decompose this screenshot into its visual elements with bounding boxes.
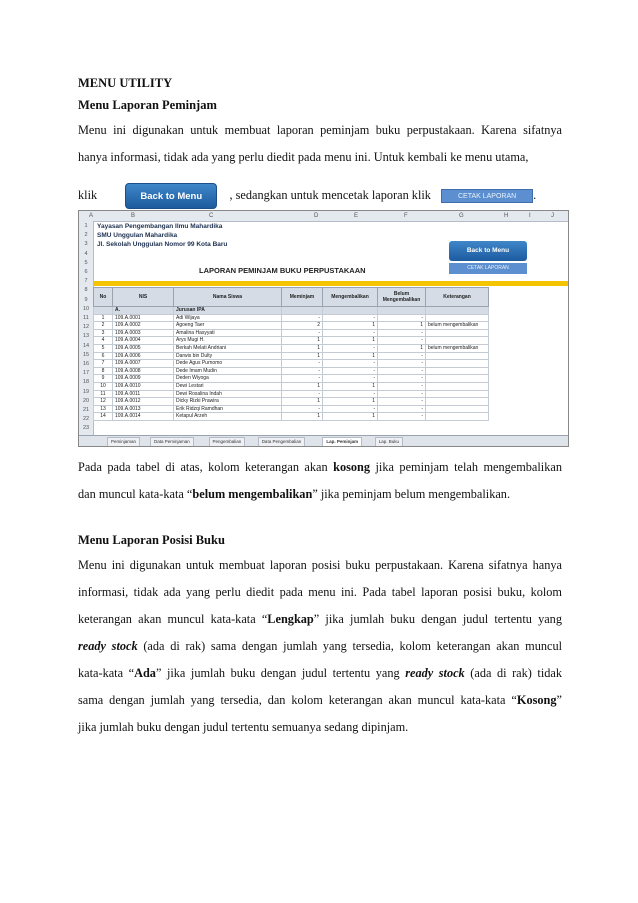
column-header-bar bbox=[79, 211, 568, 222]
row-number: 15 bbox=[82, 351, 90, 358]
table-cell: 10 bbox=[94, 382, 113, 390]
text-run: kata-kata “ bbox=[78, 666, 135, 680]
row-number: 7 bbox=[84, 278, 88, 285]
table-row bbox=[94, 382, 489, 390]
table-cell: Dewi Rosalina Indah bbox=[174, 390, 282, 398]
table-cell: Dede Agus Purnomo bbox=[174, 360, 282, 368]
text-run: Pada pada tabel di atas, kolom keterangan akan bbox=[78, 460, 334, 474]
table-cell: 13 bbox=[94, 405, 113, 413]
column-letter: G bbox=[459, 213, 464, 219]
bold-text: ready stock bbox=[78, 639, 138, 653]
table-cell: Erik Ridzqi Ramdhan bbox=[174, 405, 282, 413]
row-number: 19 bbox=[82, 388, 90, 395]
table-body bbox=[94, 307, 489, 421]
sheet-tab[interactable]: Pengembalian bbox=[209, 437, 246, 447]
table-cell: 4 bbox=[94, 337, 113, 345]
paragraph-line bbox=[78, 481, 562, 508]
row-number: 17 bbox=[82, 370, 90, 377]
table-cell: Dewi Lestari bbox=[174, 382, 282, 390]
paragraph-line bbox=[78, 687, 562, 714]
table-cell: 1 bbox=[282, 398, 323, 406]
row-number: 10 bbox=[82, 305, 90, 312]
section-subtitle-2: Menu Laporan Posisi Buku bbox=[78, 533, 225, 547]
table-row bbox=[94, 375, 489, 383]
text-run: ” bbox=[556, 693, 562, 707]
table-cell: - bbox=[378, 390, 426, 398]
table-cell bbox=[426, 314, 489, 322]
table-cell: - bbox=[282, 314, 323, 322]
table-cell: 1 bbox=[323, 382, 378, 390]
table-cell bbox=[426, 352, 489, 360]
row-number: 9 bbox=[84, 296, 88, 303]
row-number: 13 bbox=[82, 333, 90, 340]
instruction-text: , sedangkan untuk mencetak laporan klik bbox=[229, 188, 431, 202]
table-cell: Agoeng Taer bbox=[174, 322, 282, 330]
report-table bbox=[93, 287, 489, 421]
bold-text: kosong bbox=[333, 460, 371, 474]
table-cell: - bbox=[378, 337, 426, 345]
column-header: Keterangan bbox=[426, 288, 489, 307]
row-number: 18 bbox=[82, 379, 90, 386]
table-cell: - bbox=[323, 367, 378, 375]
row-number: 22 bbox=[82, 416, 90, 423]
table-row bbox=[94, 367, 489, 375]
section-subtitle: Menu Laporan Peminjam bbox=[78, 98, 217, 112]
table-cell: 12 bbox=[94, 398, 113, 406]
column-letter: A bbox=[89, 213, 94, 219]
row-number: 23 bbox=[82, 425, 90, 432]
table-cell: Jurusan IPA bbox=[174, 307, 282, 315]
table-cell: 109.A.0011 bbox=[113, 390, 174, 398]
table-cell: 1 bbox=[282, 344, 323, 352]
text-run: keterangan akan muncul kata-kata “ bbox=[78, 612, 268, 626]
table-cell: - bbox=[323, 329, 378, 337]
table-cell bbox=[426, 405, 489, 413]
table-row bbox=[94, 337, 489, 345]
row-header-bar bbox=[79, 221, 94, 436]
column-letter: B bbox=[131, 213, 136, 219]
text-run: jika peminjam telah mengembalikan bbox=[370, 460, 562, 474]
text-run: ” jika jumlah buku dengan judul tertentu yang bbox=[313, 612, 562, 626]
table-cell: Dede Imam Mudin bbox=[174, 367, 282, 375]
sheet-tab[interactable]: Data Pengembalian bbox=[258, 437, 306, 447]
table-cell: - bbox=[282, 329, 323, 337]
bold-text: Lengkap bbox=[267, 612, 314, 626]
intro-paragraph bbox=[78, 117, 562, 171]
table-cell: - bbox=[378, 375, 426, 383]
report-title: LAPORAN PEMINJAM BUKU PERPUSTAKAAN bbox=[199, 266, 366, 275]
table-cell: - bbox=[378, 352, 426, 360]
row-number: 11 bbox=[83, 315, 89, 321]
table-cell: Arys Mugi H. bbox=[174, 337, 282, 345]
sheet-tab[interactable]: Lap. Peminjam bbox=[322, 437, 362, 447]
text-run: dan muncul kata-kata “ bbox=[78, 487, 193, 501]
table-cell: 109.A.0005 bbox=[113, 344, 174, 352]
table-cell: - bbox=[323, 314, 378, 322]
table-cell: - bbox=[282, 360, 323, 368]
table-cell bbox=[426, 329, 489, 337]
table-cell: 109.A.0001 bbox=[113, 314, 174, 322]
table-cell bbox=[323, 307, 378, 315]
bold-text: ready stock bbox=[405, 666, 465, 680]
table-cell: Ketapul Arzeh bbox=[174, 413, 282, 421]
column-header: Meminjam bbox=[282, 288, 323, 307]
sheet-cetak-laporan-button[interactable]: CETAK LAPORAN bbox=[449, 263, 527, 274]
paragraph-line bbox=[78, 606, 562, 633]
paragraph-line bbox=[78, 660, 562, 687]
table-cell: 109.A.0004 bbox=[113, 337, 174, 345]
table-cell: - bbox=[323, 390, 378, 398]
table-cell: 9 bbox=[94, 375, 113, 383]
table-cell: 1 bbox=[282, 352, 323, 360]
row-number: 3 bbox=[84, 241, 88, 248]
table-cell: - bbox=[378, 382, 426, 390]
table-cell bbox=[426, 360, 489, 368]
row-number: 1 bbox=[84, 223, 88, 229]
row-number: 14 bbox=[82, 342, 90, 349]
column-header: Mengembalikan bbox=[323, 288, 378, 307]
table-row bbox=[94, 352, 489, 360]
table-header-row bbox=[94, 288, 489, 307]
table-row bbox=[94, 344, 489, 352]
column-letter: C bbox=[209, 213, 214, 219]
sheet-tab[interactable]: Lap. Buku bbox=[375, 437, 403, 447]
paragraph-line bbox=[78, 633, 562, 660]
table-cell bbox=[426, 367, 489, 375]
table-cell: 109.A.0010 bbox=[113, 382, 174, 390]
sheet-tabs-bar bbox=[79, 435, 568, 446]
table-cell: 1 bbox=[323, 352, 378, 360]
table-cell: - bbox=[378, 367, 426, 375]
column-letter: E bbox=[354, 213, 359, 219]
table-row bbox=[94, 360, 489, 368]
text-run: ” jika peminjam belum mengembalikan. bbox=[312, 487, 511, 501]
table-cell: 7 bbox=[94, 360, 113, 368]
sheet-tab[interactable]: Data Peminjaman bbox=[150, 437, 194, 447]
table-cell: 109.A.0007 bbox=[113, 360, 174, 368]
cetak-laporan-button[interactable]: CETAK LAPORAN bbox=[441, 189, 533, 203]
bold-text: belum mengembalikan bbox=[192, 487, 313, 501]
table-cell: 1 bbox=[323, 322, 378, 330]
back-to-menu-button[interactable]: Back to Menu bbox=[125, 183, 217, 209]
table-cell: 1 bbox=[323, 413, 378, 421]
row-number: 21 bbox=[82, 407, 90, 413]
table-cell: 1 bbox=[282, 382, 323, 390]
school-name: Yayasan Pengembangan Ilmu Mahardika bbox=[97, 223, 223, 230]
table-cell bbox=[426, 398, 489, 406]
group-row bbox=[94, 307, 489, 315]
text-run: (ada di rak) sama dengan jumlah yang tersedia, kolom keterangan akan muncul bbox=[137, 639, 563, 653]
paragraph-line bbox=[78, 552, 562, 579]
table-cell: - bbox=[282, 390, 323, 398]
table-cell bbox=[426, 413, 489, 421]
column-letter: I bbox=[529, 213, 531, 219]
table-row bbox=[94, 405, 489, 413]
table-cell: Deden Wiyoga bbox=[174, 375, 282, 383]
table-cell: - bbox=[323, 360, 378, 368]
table-cell: - bbox=[378, 413, 426, 421]
bold-text: Kosong bbox=[516, 693, 557, 707]
table-cell: Amalina Hasyyati bbox=[174, 329, 282, 337]
table-cell: 1 bbox=[282, 337, 323, 345]
table-cell: - bbox=[323, 344, 378, 352]
text-run: jika jumlah buku dengan judul tertentu semuanya sedang dipinjam. bbox=[78, 720, 409, 734]
button-instruction-line bbox=[78, 180, 562, 210]
table-row bbox=[94, 314, 489, 322]
table-cell: - bbox=[378, 314, 426, 322]
row-number: 12 bbox=[82, 324, 90, 331]
row-number: 20 bbox=[82, 397, 90, 404]
paragraph-line bbox=[78, 714, 562, 741]
table-cell: 109.A.0002 bbox=[113, 322, 174, 330]
table-cell: 1 bbox=[323, 337, 378, 345]
table-cell: - bbox=[323, 375, 378, 383]
text-run: Menu ini digunakan untuk membuat laporan posisi buku perpustakaan. Karena sifatnya hanya bbox=[78, 558, 562, 572]
table-row bbox=[94, 390, 489, 398]
column-header: Belum Mengembalikan bbox=[378, 288, 426, 307]
column-header: No bbox=[94, 288, 113, 307]
table-cell bbox=[426, 307, 489, 315]
table-cell: 109.A.0014 bbox=[113, 413, 174, 421]
table-cell: 1 bbox=[94, 314, 113, 322]
table-cell bbox=[426, 375, 489, 383]
table-cell: 1 bbox=[282, 413, 323, 421]
table-cell: Adi Wijaya bbox=[174, 314, 282, 322]
text-run: (ada di rak) tidak bbox=[464, 666, 563, 680]
row-number: 8 bbox=[84, 287, 88, 294]
table-cell: 14 bbox=[94, 413, 113, 421]
table-cell: 109.A.0009 bbox=[113, 375, 174, 383]
klik-text: klik bbox=[78, 188, 98, 202]
table-cell bbox=[426, 382, 489, 390]
text-run: ” jika jumlah buku dengan judul tertentu yang bbox=[155, 666, 406, 680]
row-number: 16 bbox=[82, 361, 90, 367]
table-cell: 109.A.0012 bbox=[113, 398, 174, 406]
highlight-row bbox=[93, 281, 568, 286]
table-cell: Darwis bin Dulty bbox=[174, 352, 282, 360]
table-cell: 2 bbox=[94, 322, 113, 330]
table-row bbox=[94, 322, 489, 330]
table-cell: belum mengembalikan bbox=[426, 344, 489, 352]
sheet-back-to-menu-button[interactable]: Back to Menu bbox=[449, 241, 527, 261]
table-cell bbox=[282, 307, 323, 315]
table-row bbox=[94, 329, 489, 337]
table-cell: - bbox=[378, 360, 426, 368]
table-cell: 109.A.0008 bbox=[113, 367, 174, 375]
table-cell: - bbox=[282, 375, 323, 383]
school-unit: SMU Unggulan Mahardika bbox=[97, 232, 178, 239]
table-cell: 8 bbox=[94, 367, 113, 375]
school-address: Jl. Sekolah Unggulan Nomor 99 Kota Baru bbox=[97, 241, 228, 248]
table-cell: - bbox=[282, 405, 323, 413]
table-cell: 5 bbox=[94, 344, 113, 352]
sheet-tab[interactable]: Peminjaman bbox=[107, 437, 140, 447]
table-cell: - bbox=[378, 405, 426, 413]
table-cell: - bbox=[282, 367, 323, 375]
table-cell: belum mengembalikan bbox=[426, 322, 489, 330]
table-cell: 1 bbox=[378, 344, 426, 352]
table-cell: 1 bbox=[378, 322, 426, 330]
paragraph-line: hanya informasi, tidak ada yang perlu diedit pada menu ini. Untuk kembali ke menu utama, bbox=[78, 150, 529, 164]
row-number: 2 bbox=[84, 232, 88, 239]
table-cell: 1 bbox=[323, 398, 378, 406]
table-row bbox=[94, 413, 489, 421]
table-cell: 6 bbox=[94, 352, 113, 360]
table-cell bbox=[426, 390, 489, 398]
table-cell: Berkah Melati Andriani bbox=[174, 344, 282, 352]
column-letter: J bbox=[551, 213, 554, 219]
section-title: MENU UTILITY bbox=[78, 76, 173, 90]
spreadsheet-screenshot bbox=[78, 210, 569, 447]
table-cell bbox=[426, 337, 489, 345]
table-cell: 109.A.0006 bbox=[113, 352, 174, 360]
table-cell: - bbox=[378, 398, 426, 406]
table-cell bbox=[94, 307, 113, 315]
table-row bbox=[94, 398, 489, 406]
row-number: 4 bbox=[84, 250, 88, 257]
posisi-buku-paragraph bbox=[78, 552, 562, 741]
table-cell: - bbox=[323, 405, 378, 413]
table-cell: 2 bbox=[282, 322, 323, 330]
end-dot: . bbox=[533, 188, 537, 202]
bold-text: Ada bbox=[134, 666, 156, 680]
column-letter: D bbox=[314, 213, 319, 219]
text-run: sama dengan jumlah yang tersedia, dan kolom keterangan akan muncul kata-kata “ bbox=[78, 693, 517, 707]
row-number: 6 bbox=[84, 269, 88, 275]
paragraph-line: Menu ini digunakan untuk membuat laporan peminjam buku perpustakaan. Karena sifatnya bbox=[78, 123, 562, 137]
table-cell: 3 bbox=[94, 329, 113, 337]
explanation-paragraph bbox=[78, 454, 562, 508]
table-cell: Dicky Rizki Prawira bbox=[174, 398, 282, 406]
table-cell bbox=[378, 307, 426, 315]
paragraph-line bbox=[78, 454, 562, 481]
table-cell: 11 bbox=[94, 390, 113, 398]
table-cell: - bbox=[378, 329, 426, 337]
column-header: Nama Siswa bbox=[174, 288, 282, 307]
table-cell: 109.A.0013 bbox=[113, 405, 174, 413]
text-run: informasi, tidak ada yang perlu diedit pada menu ini. Pada tabel laporan posisi buku, kolom bbox=[78, 585, 562, 599]
row-number: 5 bbox=[84, 259, 88, 266]
column-letter: H bbox=[504, 213, 509, 219]
column-letter: F bbox=[404, 213, 408, 219]
paragraph-line bbox=[78, 579, 562, 606]
table-cell: 109.A.0003 bbox=[113, 329, 174, 337]
column-header: NIS bbox=[113, 288, 174, 307]
table-cell: A. bbox=[113, 307, 174, 315]
